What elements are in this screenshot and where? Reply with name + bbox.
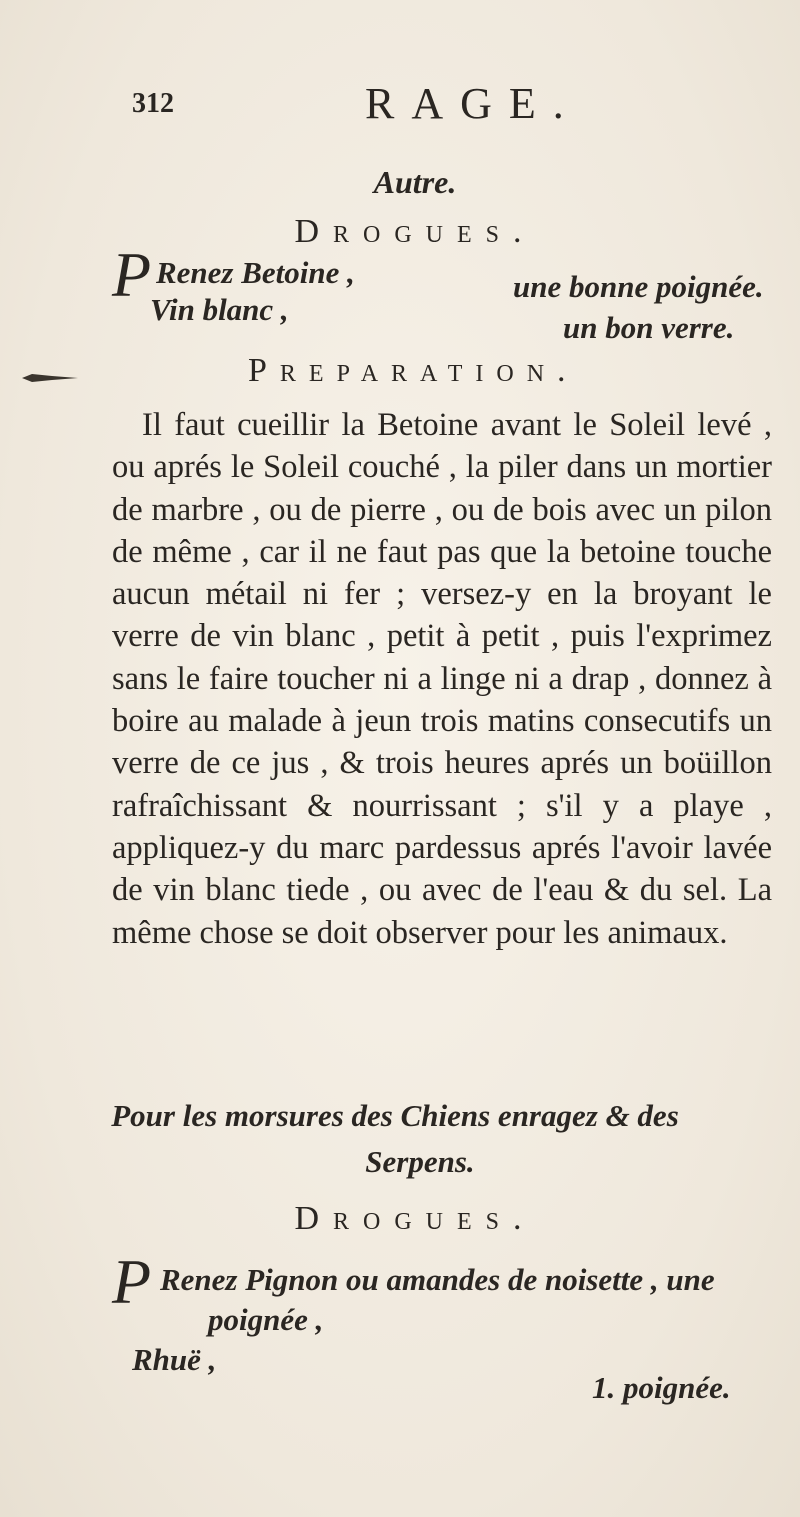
drug-name: Renez Betoine , xyxy=(156,255,355,290)
drug-quantity: un bon verre. xyxy=(563,310,735,345)
drug-quantity: une bonne poignée. xyxy=(513,269,764,304)
drug-name: Renez Pignon ou amandes de noisette , une xyxy=(160,1262,715,1297)
drug-quantity: 1. poignée. xyxy=(592,1370,731,1405)
section-title-line: Pour les morsures des Chiens enragez & des xyxy=(111,1098,679,1133)
section-title-morsures xyxy=(0,1093,800,1185)
running-head: RAGE. xyxy=(365,79,581,128)
drug-name: Vin blanc , xyxy=(150,292,289,327)
drug-name: poignée , xyxy=(208,1302,324,1337)
page-number: 312 xyxy=(132,88,174,119)
drugs-heading: Drogues. xyxy=(294,213,536,250)
manicule-mark xyxy=(22,372,80,384)
drop-cap: P xyxy=(112,1246,152,1317)
section-title-autre: Autre. xyxy=(373,164,457,200)
drop-cap: P xyxy=(112,239,152,310)
drug-name: Rhuë , xyxy=(132,1342,217,1377)
section-title-line: Serpens. xyxy=(365,1144,475,1179)
preparation-heading: Preparation. xyxy=(248,352,579,389)
preparation-text: Il faut cueillir la Betoine avant le Soleil levé , ou aprés le Soleil couché , la piler dans un mortier de marbre , ou de pierre , ou de bois avec un pilon de même , car il ne faut pas que la betoine touche aucun métail ni fer ; versez-y en la broyant le verre de vin blanc , petit à petit , puis l'exprimez sans le faire toucher ni a linge ni a drap , donnez à boire au malade à jeun trois matins consecutifs un verre de ce jus , & trois heures aprés un boüillon rafraîchissant & nourrissant ; s'il y a playe , appliquez-y du marc pardessus aprés l'avoir lavée de vin blanc tiede , ou avec de l'eau & du sel. La même chose se doit observer pour les animaux. xyxy=(112,407,772,951)
drugs-heading: Drogues. xyxy=(294,1200,536,1237)
